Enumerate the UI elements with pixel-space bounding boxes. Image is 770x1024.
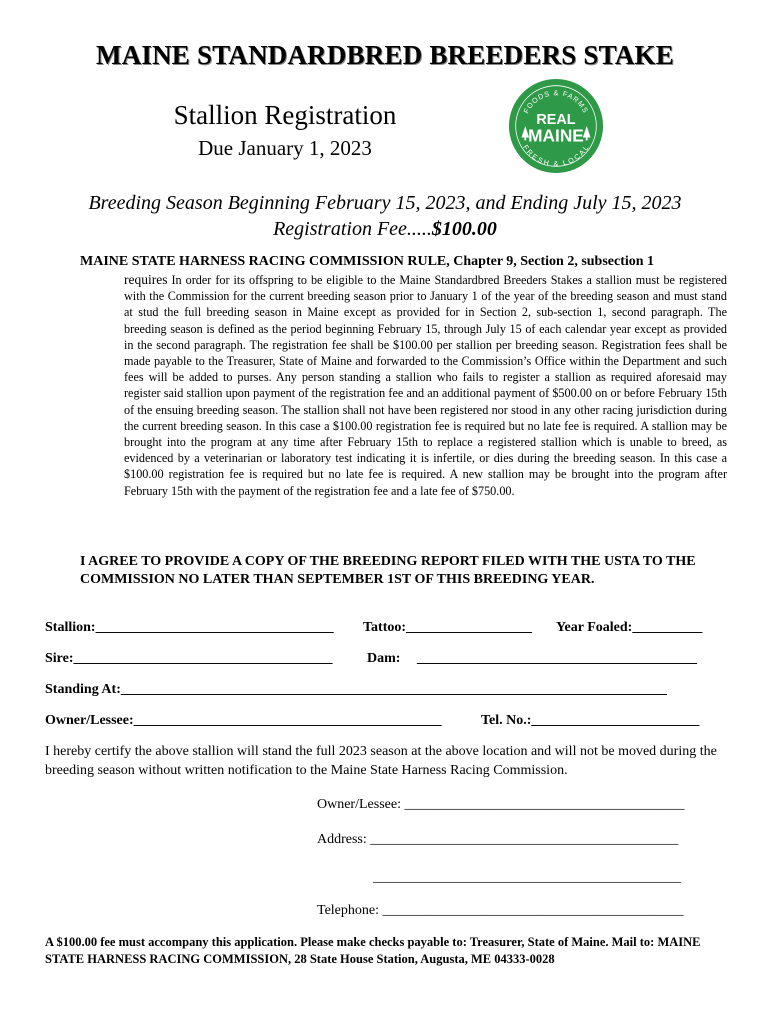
signature-address-line2[interactable]: ____________________________________________ [373,870,681,885]
due-date: Due January 1, 2023 [198,136,372,160]
breeding-season [0,190,770,242]
payment-instructions: A $100.00 fee must accompany this application. Please make checks payable to: Treasurer, State of Maine. Mail to: MAINE STATE HARNESS RACING COMMISSION, 28 State House Station, Augusta, ME 04333-0028 [45,935,701,966]
certification-statement: I hereby certify the above stallion will stand the full 2023 season at the above location and will not be moved during the breeding season without written notification to the Maine State Harness Racing Commission. [45,744,717,778]
rule-heading: MAINE STATE HARNESS RACING COMMISSION RULE, Chapter 9, Section 2, subsection 1 [80,254,655,269]
year-foaled-field[interactable]: Year Foaled:__________ [556,620,703,635]
signature-telephone-field[interactable]: Telephone: ___________________________________________ [317,903,684,918]
tel-field[interactable]: Tel. No.:________________________ [481,713,700,728]
logo-real-text: REAL [536,112,576,129]
standing-at-field[interactable]: Standing At:______________________________________________________________________________ [45,682,667,697]
dam-label: Dam: [367,651,401,666]
season-dates: Breeding Season Beginning February 15, 2023, and Ending July 15, 2023 [88,192,682,214]
logo-maine-text: MAINE [528,125,584,146]
logo-bottom-text: FRESH & LOCAL [521,143,591,169]
signature-address-field[interactable]: Address: ____________________________________________ [317,832,679,847]
tattoo-field[interactable]: Tattoo:__________________ [363,620,533,635]
document-title: MAINE STANDARDBRED BREEDERS STAKE [96,40,674,70]
signature-owner-field[interactable]: Owner/Lessee: ________________________________________ [317,797,685,812]
form-subtitle: Stallion Registration [173,100,397,130]
owner-lessee-field[interactable]: Owner/Lessee:____________________________________________ [45,713,442,728]
dam-field[interactable]: ________________________________________ [417,651,697,666]
stallion-field[interactable]: Stallion:__________________________________ [45,620,334,635]
logo-top-text: FOODS & FARMS [521,88,591,115]
sire-field[interactable]: Sire:_____________________________________ [45,651,333,666]
real-maine-logo [508,78,604,174]
registration-fee: Registration Fee.....$100.00 [273,218,497,240]
agreement-statement: I AGREE TO PROVIDE A COPY OF THE BREEDING REPORT FILED WITH THE USTA TO THE COMMISSION NO LATER THAN SEPTEMBER 1ST OF THIS BREEDING YEAR. [80,554,696,587]
rule-text: requires In order for its offspring to be eligible to the Maine Standardbred Breeders Stakes a stallion must be registered with the Commission for the current breeding season prior to January 1 of the year of the breeding season and must stand at stud the full breeding season in Maine except as provided for in Section 2, sub-section 1, second paragraph. The breeding season is defined as the period beginning February 15, through July 15 of each calendar year except as provided in the second paragraph. The registration fee shall be $100.00 per stallion per breeding season. Registration fees shall be made payable to the Treasurer, State of Maine and forwarded to the Commission’s Office within the Department and such fees will be added to purses. Any person standing a stallion who fails to register a stallion as required aforesaid may register said stallion upon payment of the registration fee and an additional payment of $500.00 on or before February 15th of the ensuing breeding season. The stallion shall not have been registered nor stood in any other racing jurisdiction during the current breeding season. In this case a $100.00 registration fee is required but no late fee is required. A stallion may be brought into the program at any time after February 15th to replace a registered stallion which is unable to breed, as evidenced by a veterinarian or laboratory test indicating it is infertile, or dies during the breeding season. In this case a $100.00 registration fee is required but no late fee is required. A new stallion may be brought into the program after February 15th with the payment of the registration fee and a late fee of $750.00. [124,272,728,498]
